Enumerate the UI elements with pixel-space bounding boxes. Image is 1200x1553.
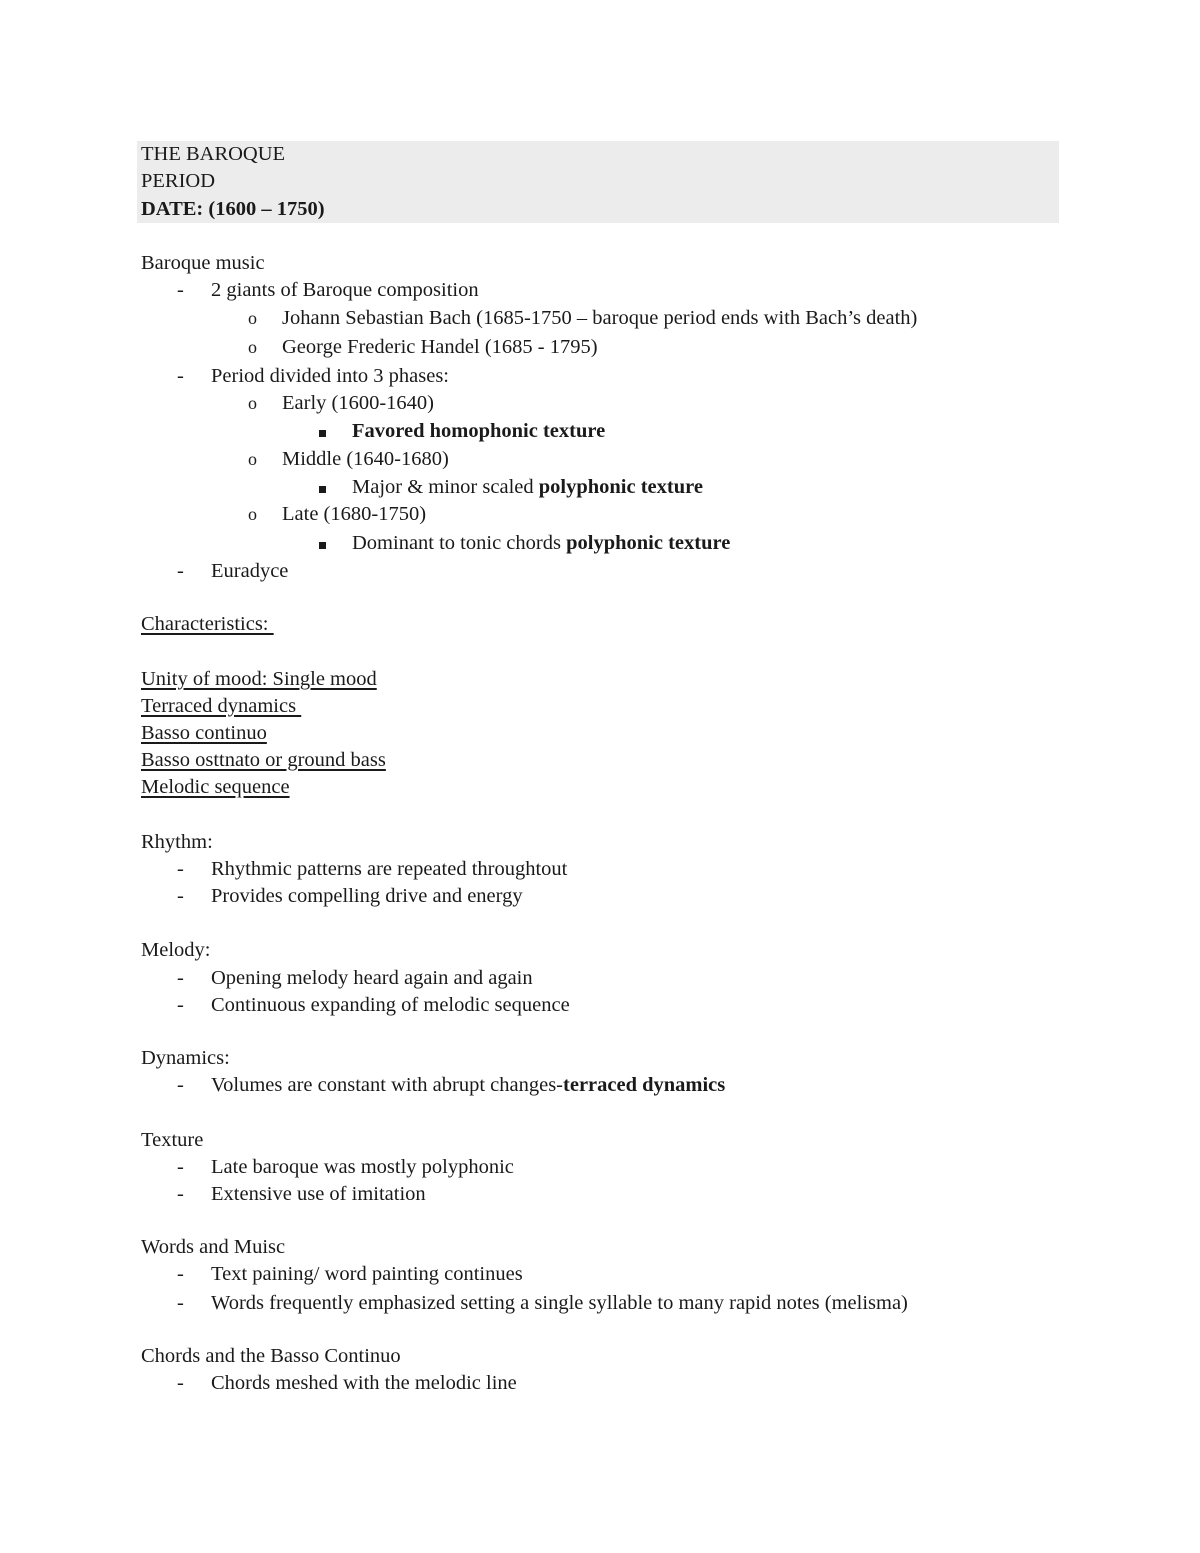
section-heading-texture: Texture: [141, 1129, 204, 1151]
list-item: Provides compelling drive and energy: [211, 885, 523, 907]
dash-bullet: -: [177, 1156, 184, 1178]
dash-bullet: -: [177, 967, 184, 989]
list-item: [211, 1072, 725, 1099]
dynamics-bold: terraced dynamics: [563, 1074, 726, 1096]
list-item: Continuous expanding of melodic sequence: [211, 994, 570, 1016]
dash-bullet: -: [177, 365, 184, 387]
title-block: [137, 141, 1059, 223]
circle-bullet: o: [248, 337, 257, 357]
list-item: Text paining/ word painting continues: [211, 1263, 523, 1285]
list-item: Words frequently emphasized setting a single syllable to many rapid notes (melisma): [211, 1292, 908, 1314]
characteristic-item: Basso continuo: [141, 722, 267, 744]
list-item: Rhythmic patterns are repeated throughtout: [211, 858, 568, 880]
circle-bullet: o: [248, 393, 257, 413]
dash-bullet: -: [177, 1074, 184, 1096]
list-item: Opening melody heard again and again: [211, 967, 533, 989]
dash-bullet: -: [177, 885, 184, 907]
list-item-giants: 2 giants of Baroque composition: [211, 279, 479, 301]
characteristic-item: Basso osttnato or ground bass: [141, 749, 386, 771]
title-line-2: PERIOD: [141, 170, 216, 192]
circle-bullet: o: [248, 449, 257, 469]
dash-bullet: -: [177, 1372, 184, 1394]
title-line-1: THE BAROQUE: [141, 143, 286, 165]
dynamics-text: Volumes are constant with abrupt changes-: [211, 1074, 564, 1096]
characteristic-item: Terraced dynamics: [141, 695, 302, 717]
late-note-bold: polyphonic texture: [566, 532, 731, 554]
dash-bullet: -: [177, 1183, 184, 1205]
dash-bullet: -: [177, 994, 184, 1016]
list-item-late: Late (1680-1750): [282, 503, 427, 525]
dash-bullet: -: [177, 858, 184, 880]
square-bullet: [319, 530, 326, 557]
list-item-middle: Middle (1640-1680): [282, 448, 449, 470]
list-item-euradyce: Euradyce: [211, 560, 289, 582]
middle-note-text: Major & minor scaled: [352, 476, 539, 498]
circle-bullet: o: [248, 308, 257, 328]
section-heading-dynamics: Dynamics:: [141, 1047, 230, 1069]
list-item: Extensive use of imitation: [211, 1183, 426, 1205]
section-heading-baroque-music: Baroque music: [141, 252, 265, 274]
circle-bullet: o: [248, 504, 257, 524]
list-item-middle-note: [352, 474, 703, 501]
list-item-late-note: [352, 530, 730, 557]
list-item: Late baroque was mostly polyphonic: [211, 1156, 514, 1178]
list-item-early: Early (1600-1640): [282, 392, 434, 414]
date-line: DATE: (1600 – 1750): [141, 198, 325, 220]
middle-note-bold: polyphonic texture: [538, 476, 703, 498]
square-bullet: [319, 418, 326, 445]
list-item-handel: George Frederic Handel (1685 - 1795): [282, 336, 598, 358]
list-item-early-note: Favored homophonic texture: [352, 420, 606, 442]
section-heading-chords: Chords and the Basso Continuo: [141, 1345, 401, 1367]
list-item-bach: Johann Sebastian Bach (1685-1750 – baroque period ends with Bach’s death): [282, 307, 918, 329]
dash-bullet: -: [177, 279, 184, 301]
list-item: Chords meshed with the melodic line: [211, 1372, 517, 1394]
characteristic-item: Unity of mood: Single mood: [141, 668, 377, 690]
section-heading-rhythm: Rhythm:: [141, 831, 213, 853]
section-heading-characteristics: Characteristics:: [141, 613, 274, 635]
dash-bullet: -: [177, 560, 184, 582]
characteristic-item: Melodic sequence: [141, 776, 290, 798]
list-item-phases: Period divided into 3 phases:: [211, 365, 450, 387]
dash-bullet: -: [177, 1292, 184, 1314]
square-bullet: [319, 474, 326, 501]
dash-bullet: -: [177, 1263, 184, 1285]
section-heading-words: Words and Muisc: [141, 1236, 286, 1258]
section-heading-melody: Melody:: [141, 939, 211, 961]
late-note-text: Dominant to tonic chords: [352, 532, 567, 554]
